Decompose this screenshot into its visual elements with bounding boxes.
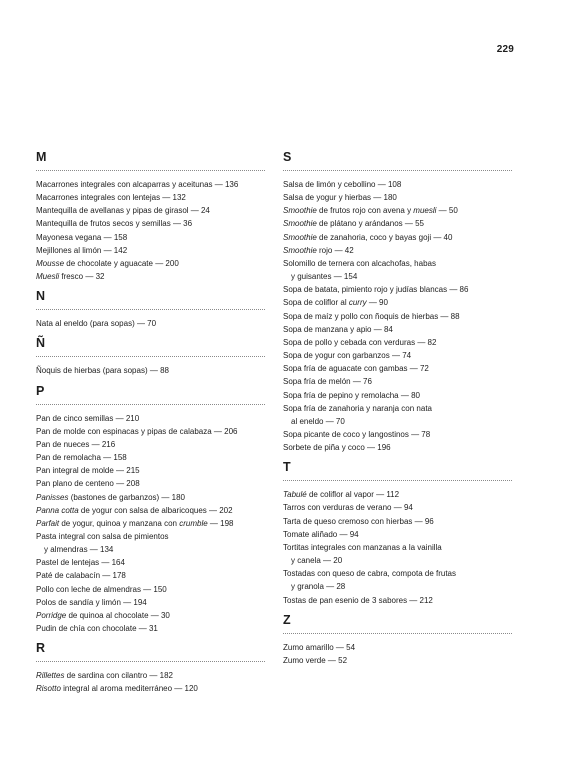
- entry-text: Sorbete de piña y coco — 196: [283, 443, 391, 453]
- index-entry: [36, 451, 265, 464]
- entry-italic-text: Panisses: [36, 492, 69, 502]
- entry-text: de zanahoria, coco y bayas goji — 40: [316, 232, 453, 242]
- entry-text: Tortitas integrales con manzanas a la vainilla: [283, 542, 442, 552]
- index-entry: [283, 515, 512, 528]
- index-entry: [36, 504, 265, 517]
- index-entry: [283, 501, 512, 514]
- index-entry: [283, 641, 512, 654]
- index-entry: [283, 257, 512, 270]
- entry-text: Zumo amarillo — 54: [283, 642, 356, 652]
- entry-text: Sopa de maíz y pollo con ñoquis de hierbas — 88: [283, 311, 460, 321]
- index-entry: [36, 583, 265, 596]
- entry-text: fresco — 32: [59, 272, 105, 282]
- index-entry: [36, 556, 265, 569]
- entry-text: Paté de calabacín — 178: [36, 571, 126, 581]
- entry-text: Pan plano de centeno — 208: [36, 479, 140, 489]
- index-entry: [283, 528, 512, 541]
- entry-text: y almendras — 134: [44, 545, 114, 555]
- section-letter: S: [283, 150, 512, 171]
- index-section-p: [36, 384, 265, 636]
- entry-text: Tomate aliñado — 94: [283, 529, 359, 539]
- entry-text: Macarrones integrales con alcaparras y aceitunas — 136: [36, 180, 239, 189]
- index-entry: [36, 477, 265, 490]
- entry-text: Zumo verde — 52: [283, 655, 348, 665]
- entry-text: (bastones de garbanzos) — 180: [68, 492, 185, 502]
- entry-text: Mantequilla de frutos secos y semillas — 36: [36, 219, 193, 229]
- index-section-n: [36, 289, 265, 330]
- page-number: 229: [496, 44, 514, 55]
- index-entry: [283, 323, 512, 336]
- index-entry: [283, 654, 512, 667]
- entry-text: rojo — 42: [316, 245, 354, 255]
- section-letter: R: [36, 641, 265, 662]
- index-entry: [36, 596, 265, 609]
- entry-text: Sopa fría de melón — 76: [283, 377, 372, 387]
- entry-text: Pan integral de molde — 215: [36, 466, 140, 476]
- index-entry: [283, 283, 512, 296]
- index-entry: [36, 257, 265, 270]
- entry-italic-text: Smoothie: [283, 219, 317, 229]
- entry-italic-text: Smoothie: [283, 232, 317, 242]
- entry-italic-text: Smoothie: [283, 245, 317, 255]
- index-entry: [36, 244, 265, 257]
- index-entry: [36, 682, 265, 695]
- entry-text: Sopa de batata, pimiento rojo y judías blancas — 86: [283, 285, 469, 295]
- entry-text: Mayonesa vegana — 158: [36, 232, 128, 242]
- entry-text: de yogur con salsa de albaricoques — 202: [78, 505, 233, 515]
- index-entry: [36, 317, 265, 330]
- entry-italic-text: muesli: [413, 206, 437, 216]
- index-entry: [36, 217, 265, 230]
- index-entry: [283, 349, 512, 362]
- entry-text: Salsa de yogur y hierbas — 180: [283, 193, 397, 203]
- entry-text: Tostadas con queso de cabra, compota de frutas: [283, 569, 456, 579]
- index-entry: [36, 530, 265, 543]
- entry-italic-text: Mousse: [36, 258, 65, 268]
- index-entry: [36, 204, 265, 217]
- entry-italic-text: Smoothie: [283, 206, 317, 216]
- entry-italic-text: Panna cotta: [36, 505, 79, 515]
- entry-text: Sopa fría de zanahoria y naranja con nata: [283, 403, 432, 413]
- entry-text: Pasta integral con salsa de pimientos: [36, 531, 169, 541]
- entry-text: Pudin de chía con chocolate — 31: [36, 624, 158, 634]
- entry-text: Sopa de manzana y apio — 84: [283, 324, 393, 334]
- index-entry: [283, 231, 512, 244]
- entry-text: Pollo con leche de almendras — 150: [36, 584, 167, 594]
- index-entry: [283, 554, 512, 567]
- section-letter: Z: [283, 613, 512, 634]
- index-section-m: [36, 150, 265, 283]
- entry-italic-text: curry: [348, 298, 367, 308]
- entry-text: de frutos rojo con avena y: [316, 206, 414, 216]
- index-entry: [283, 375, 512, 388]
- index-entry: [36, 622, 265, 635]
- entry-italic-text: crumble: [179, 518, 208, 528]
- index-entry: [283, 580, 512, 593]
- index-section-z: [283, 613, 512, 667]
- entry-text: Sopa fría de pepino y remolacha — 80: [283, 390, 420, 400]
- entry-text: Sopa picante de coco y langostinos — 78: [283, 429, 431, 439]
- index-entry: [283, 296, 512, 309]
- index-entry: [283, 402, 512, 415]
- index-entry: [36, 517, 265, 530]
- entry-text: y granola — 28: [291, 582, 346, 592]
- entry-text: Tostas de pan esenio de 3 sabores — 212: [283, 595, 433, 605]
- index-entry: [36, 569, 265, 582]
- index-entry: [36, 178, 265, 191]
- index-entry: [283, 244, 512, 257]
- index-entry: [36, 270, 265, 283]
- entry-text: de yogur, quinoa y manzana con: [59, 518, 180, 528]
- index-column-left: [36, 150, 265, 702]
- entry-text: — 50: [436, 206, 458, 216]
- index-entry: [36, 438, 265, 451]
- entry-text: Pan de molde con espinacas y pipas de calabaza — 206: [36, 426, 238, 436]
- index-entry: [36, 464, 265, 477]
- index-entry: [36, 364, 265, 377]
- entry-text: Macarrones integrales con lentejas — 132: [36, 193, 186, 203]
- entry-text: Mantequilla de avellanas y pipas de girasol — 24: [36, 206, 210, 216]
- index-entry: [283, 389, 512, 402]
- index-entry: [36, 491, 265, 504]
- entry-text: Tarta de queso cremoso con hierbas — 96: [283, 516, 434, 526]
- index-entry: [36, 609, 265, 622]
- index-entry: [283, 178, 512, 191]
- entry-text: Pan de nueces — 216: [36, 439, 116, 449]
- entry-text: de sardina con cilantro — 182: [64, 671, 173, 681]
- index-section-s: [283, 150, 512, 454]
- entry-text: Salsa de limón y cebollino — 108: [283, 180, 402, 189]
- entry-text: de quinoa al chocolate — 30: [66, 610, 170, 620]
- index-entry: [283, 541, 512, 554]
- entry-text: Nata al eneldo (para sopas) — 70: [36, 319, 157, 329]
- entry-italic-text: Muesli: [36, 272, 60, 282]
- entry-italic-text: Porridge: [36, 610, 67, 620]
- section-letter: Ñ: [36, 336, 265, 357]
- index-entry: [283, 362, 512, 375]
- entry-text: Polos de sandía y limón — 194: [36, 597, 147, 607]
- entry-text: Sopa de pollo y cebada con verduras — 82: [283, 337, 437, 347]
- index-section-t: [283, 460, 512, 606]
- entry-text: Pan de cinco semillas — 210: [36, 413, 140, 423]
- entry-text: Sopa de yogur con garbanzos — 74: [283, 351, 412, 361]
- section-letter: P: [36, 384, 265, 405]
- entry-text: Sopa fría de aguacate con gambas — 72: [283, 364, 429, 374]
- entry-text: Solomillo de ternera con alcachofas, habas: [283, 258, 436, 268]
- index-entry: [283, 428, 512, 441]
- index-entry: [283, 336, 512, 349]
- index-entry: [36, 231, 265, 244]
- index-entry: [36, 412, 265, 425]
- index-entry: [36, 543, 265, 556]
- index-entry: [36, 191, 265, 204]
- index-entry: [36, 425, 265, 438]
- entry-text: — 90: [366, 298, 388, 308]
- entry-text: Tarros con verduras de verano — 94: [283, 503, 413, 513]
- index-section-ñ: [36, 336, 265, 377]
- index-entry: [283, 310, 512, 323]
- entry-text: integral al aroma mediterráneo — 120: [60, 684, 198, 694]
- index-entry: [283, 488, 512, 501]
- index-entry: [283, 217, 512, 230]
- entry-text: al eneldo — 70: [291, 416, 345, 426]
- entry-text: de chocolate y aguacate — 200: [64, 258, 179, 268]
- index-entry: [283, 270, 512, 283]
- section-letter: M: [36, 150, 265, 171]
- entry-text: Pastel de lentejas — 164: [36, 558, 125, 568]
- entry-text: Pan de remolacha — 158: [36, 453, 127, 463]
- entry-text: y canela — 20: [291, 556, 343, 566]
- entry-text: Mejillones al limón — 142: [36, 245, 128, 255]
- entry-text: — 198: [207, 518, 234, 528]
- index-column-right: [283, 150, 512, 673]
- section-letter: N: [36, 289, 265, 310]
- entry-italic-text: Rillettes: [36, 671, 65, 681]
- entry-text: de plátano y arándanos — 55: [316, 219, 424, 229]
- index-entry: [283, 204, 512, 217]
- entry-italic-text: Parfait: [36, 518, 60, 528]
- index-entry: [283, 415, 512, 428]
- section-letter: T: [283, 460, 512, 481]
- entry-text: Ñoquis de hierbas (para sopas) — 88: [36, 366, 169, 376]
- entry-text: y guisantes — 154: [291, 272, 358, 282]
- index-entry: [283, 567, 512, 580]
- index-entry: [36, 669, 265, 682]
- entry-text: de coliflor al vapor — 112: [306, 490, 400, 500]
- entry-text: Sopa de coliflor al: [283, 298, 349, 308]
- index-entry: [283, 191, 512, 204]
- index-entry: [283, 441, 512, 454]
- entry-italic-text: Risotto: [36, 684, 61, 694]
- index-entry: [283, 594, 512, 607]
- entry-italic-text: Tabulé: [283, 490, 307, 500]
- index-section-r: [36, 641, 265, 695]
